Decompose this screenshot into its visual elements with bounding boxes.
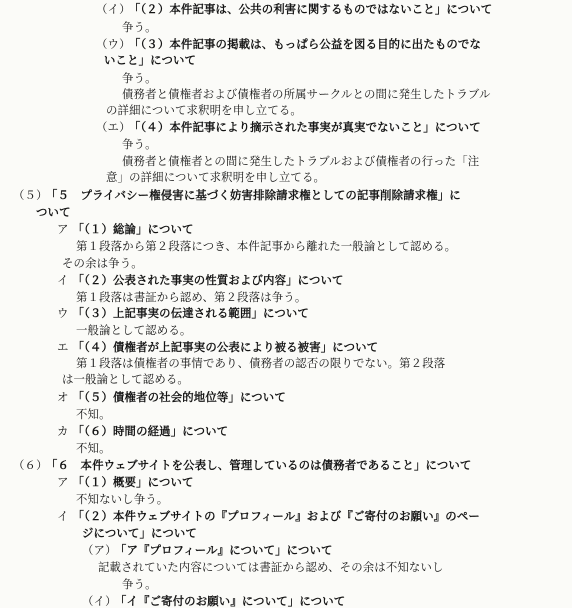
document-line bbox=[122, 71, 157, 85]
heading-text: 「（１）総論」について bbox=[72, 222, 194, 236]
heading-text: ジについて」について bbox=[82, 526, 197, 540]
document-line bbox=[57, 273, 344, 287]
document-line bbox=[13, 188, 461, 202]
document-line bbox=[122, 154, 479, 168]
body-text: は一般論として認める。 bbox=[62, 372, 189, 386]
item-marker: （イ） bbox=[96, 2, 131, 16]
body-text: の詳細について求釈明を申し立てる。 bbox=[106, 103, 302, 117]
document-line bbox=[57, 340, 378, 354]
document-line bbox=[62, 256, 143, 270]
item-marker: イ bbox=[57, 273, 69, 287]
body-text: 意」の詳細について求釈明を申し立てる。 bbox=[106, 170, 326, 184]
document-line bbox=[76, 239, 456, 253]
item-marker: （イ） bbox=[82, 594, 117, 608]
body-text: 第１段落は書証から認め、第２段落は争う。 bbox=[76, 290, 307, 304]
heading-text: 「（３）上記事実の伝達される範囲」について bbox=[72, 306, 309, 320]
body-text: 不知。 bbox=[76, 407, 111, 421]
body-text: 争う。 bbox=[122, 20, 157, 34]
document-line bbox=[106, 170, 325, 184]
heading-text: 「（６）時間の経過」について bbox=[72, 424, 229, 438]
document-line bbox=[36, 205, 71, 219]
item-marker: （６） bbox=[13, 458, 48, 472]
heading-text: いこと」について bbox=[104, 53, 197, 67]
body-text: 記載されていた内容については書証から認め、その余は不知ないし bbox=[98, 560, 444, 574]
heading-text: 「ア『プロフィール』について」について bbox=[120, 543, 333, 557]
heading-text: ついて bbox=[36, 205, 71, 219]
document-line bbox=[96, 2, 492, 16]
document-line bbox=[76, 492, 168, 506]
heading-text: 「（２）本件記事は、公共の利害に関するものではないこと」について bbox=[134, 2, 493, 16]
document-line bbox=[96, 37, 481, 51]
document-line bbox=[57, 509, 480, 523]
heading-text: 「６ 本件ウェブサイトを公表し、管理しているのは債務者であること」について bbox=[51, 458, 472, 472]
document-line bbox=[57, 222, 194, 236]
document-line bbox=[82, 526, 197, 540]
item-marker: （ウ） bbox=[96, 37, 131, 51]
document-line bbox=[57, 424, 228, 438]
document-line bbox=[57, 390, 286, 404]
document-line bbox=[104, 53, 196, 67]
heading-text: 「（２）公表された事実の性質および内容」について bbox=[72, 273, 344, 287]
item-marker: （ア） bbox=[82, 543, 117, 557]
document-line bbox=[96, 120, 481, 134]
heading-text: 「（５）債権者の社会的地位等」について bbox=[72, 390, 286, 404]
heading-text: 「５ プライバシー権侵害に基づく妨害排除請求権としての記事削除請求権」に bbox=[51, 188, 461, 202]
item-marker: ア bbox=[57, 475, 69, 489]
document-line bbox=[82, 594, 345, 608]
item-marker: （５） bbox=[13, 188, 48, 202]
body-text: 争う。 bbox=[122, 71, 157, 85]
heading-text: 「（４）債権者が上記事実の公表により被る被害」について bbox=[72, 340, 379, 354]
document-line bbox=[122, 577, 157, 591]
item-marker: エ bbox=[57, 340, 69, 354]
document-line bbox=[122, 20, 157, 34]
document-line bbox=[106, 103, 302, 117]
body-text: 債務者と債権者との間に発生したトラブルおよび債権者の行った「注 bbox=[122, 154, 480, 168]
document-line bbox=[76, 407, 111, 421]
document-line bbox=[13, 458, 471, 472]
document-line bbox=[62, 372, 189, 386]
heading-text: 「（２）本件ウェブサイトの『プロフィール』および『ご寄付のお願い』のペー bbox=[72, 509, 480, 523]
item-marker: （エ） bbox=[96, 120, 131, 134]
item-marker: イ bbox=[57, 509, 69, 523]
body-text: 不知ないし争う。 bbox=[76, 492, 169, 506]
document-line bbox=[82, 543, 333, 557]
item-marker: オ bbox=[57, 390, 69, 404]
body-text: 第１段落から第２段落につき、本件記事から離れた一般論として認める。 bbox=[76, 239, 457, 253]
body-text: 債務者と債権者および債権者の所属サークルとの間に発生したトラブル bbox=[122, 87, 491, 101]
body-text: 不知。 bbox=[76, 441, 111, 455]
document-line bbox=[76, 290, 306, 304]
heading-text: 「（１）概要」について bbox=[72, 475, 194, 489]
document-line bbox=[76, 356, 445, 370]
document-line bbox=[122, 137, 157, 151]
body-text: 争う。 bbox=[122, 137, 157, 151]
heading-text: 「（３）本件記事の掲載は、もっぱら公益を図る目的に出たものでな bbox=[134, 37, 481, 51]
item-marker: ア bbox=[57, 222, 69, 236]
document-line bbox=[57, 306, 309, 320]
document-line bbox=[57, 475, 194, 489]
body-text: 第１段落は債権者の事情であり、債務者の認否の限りでない。第２段落 bbox=[76, 356, 446, 370]
document-line bbox=[76, 323, 191, 337]
heading-text: 「イ『ご寄付のお願い』について」について bbox=[120, 594, 346, 608]
document-line bbox=[122, 87, 491, 101]
body-text: その余は争う。 bbox=[62, 256, 143, 270]
body-text: 争う。 bbox=[122, 577, 157, 591]
item-marker: カ bbox=[57, 424, 69, 438]
body-text: 一般論として認める。 bbox=[76, 323, 192, 337]
document-line bbox=[76, 441, 111, 455]
heading-text: 「（４）本件記事により摘示された事実が真実でないこと」について bbox=[134, 120, 481, 134]
item-marker: ウ bbox=[57, 306, 69, 320]
